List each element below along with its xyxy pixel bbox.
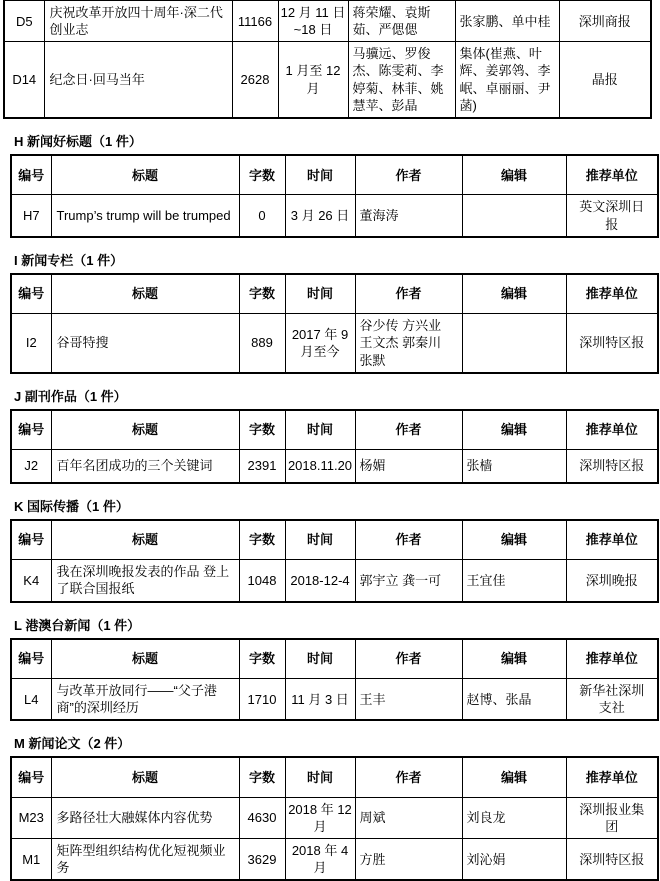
cell-authors: 王丰 [355,679,462,721]
cell-recommend-unit: 英文深圳日报 [566,195,658,237]
column-header: 作者 [355,155,462,195]
cell-entry-id: M1 [11,839,51,881]
cell-recommend-unit: 晶报 [559,42,651,118]
cell-time: 11 月 3 日 [285,679,355,721]
cell-editors: 刘良龙 [462,797,566,838]
section-heading: J 副刊作品（1 件） [14,388,127,404]
cell-time: 2017 年 9 月至今 [285,314,355,373]
column-header: 字数 [239,410,285,450]
section-hk-macao-taiwan-news [0,615,660,722]
cell-authors: 蒋荣耀、袁斯茹、严偲偲 [348,1,455,42]
column-header: 编辑 [462,757,566,797]
column-header: 时间 [285,520,355,560]
entries-table [10,154,659,238]
column-header: 字数 [239,155,285,195]
cell-word-count: 889 [239,314,285,373]
column-header: 字数 [239,274,285,314]
column-header: 编号 [11,274,51,314]
column-header: 标题 [51,639,239,679]
column-header: 编号 [11,639,51,679]
cell-title: 多路径壮大融媒体内容优势 [51,797,239,838]
column-header: 推荐单位 [566,274,658,314]
cell-title: 谷哥特搜 [51,314,239,373]
entries-table [10,273,659,374]
table-header-row [11,757,658,797]
cell-time: 2018 年 4 月 [285,839,355,881]
entries-table [10,519,659,603]
cell-time: 3 月 26 日 [285,195,355,237]
cell-word-count: 1710 [239,679,285,721]
cell-time: 2018.11.20 [285,450,355,483]
column-header: 时间 [285,410,355,450]
cell-editors [462,314,566,373]
section-heading: K 国际传播（1 件） [14,498,129,514]
cell-word-count: 1048 [239,560,285,602]
cell-editors: 张樯 [462,450,566,483]
cell-entry-id: I2 [11,314,51,373]
table-row [4,1,651,42]
cell-authors: 方胜 [355,839,462,881]
cell-time: 1 月至 12 月 [278,42,348,118]
cell-editors: 王宜佳 [462,560,566,602]
cell-recommend-unit: 深圳特区报 [566,450,658,483]
column-header: 编辑 [462,155,566,195]
cell-authors: 马骥远、罗俊杰、陈雯莉、李婷菊、林菲、姚慧苹、彭晶 [348,42,455,118]
cell-recommend-unit: 深圳晚报 [566,560,658,602]
column-header: 作者 [355,520,462,560]
column-header: 时间 [285,639,355,679]
column-header: 作者 [355,639,462,679]
column-header: 编号 [11,410,51,450]
cell-authors: 杨媚 [355,450,462,483]
cell-title: Trump’s trump will be trumped [51,195,239,237]
cell-time: 12 月 11 日~18 日 [278,1,348,42]
column-header: 字数 [239,757,285,797]
cell-word-count: 2391 [239,450,285,483]
column-header: 推荐单位 [566,639,658,679]
column-header: 时间 [285,757,355,797]
cell-time: 2018-12-4 [285,560,355,602]
column-header: 作者 [355,274,462,314]
cell-word-count: 0 [239,195,285,237]
column-header: 编辑 [462,274,566,314]
cell-entry-id: L4 [11,679,51,721]
cell-recommend-unit: 深圳特区报 [566,314,658,373]
table-header-row [11,410,658,450]
column-header: 时间 [285,274,355,314]
section-heading: L 港澳台新闻（1 件） [14,617,141,633]
column-header: 作者 [355,757,462,797]
column-header: 标题 [51,410,239,450]
table-header-row [11,155,658,195]
table-row [11,679,658,721]
cell-word-count: 11166 [232,1,278,42]
table-header-row [11,520,658,560]
column-header: 字数 [239,639,285,679]
column-header: 时间 [285,155,355,195]
cell-title: 矩阵型组织结构优化短视频业务 [51,839,239,881]
column-header: 编号 [11,155,51,195]
cell-word-count: 2628 [232,42,278,118]
cell-recommend-unit: 新华社深圳支社 [566,679,658,721]
cell-title: 庆祝改革开放四十周年·深二代创业志 [44,1,232,42]
column-header: 推荐单位 [566,155,658,195]
section-international-communication [0,496,660,603]
cell-entry-id: D5 [4,1,44,42]
section-heading: H 新闻好标题（1 件） [14,133,142,149]
section-news-column [0,250,660,374]
cell-authors: 周斌 [355,797,462,838]
cell-entry-id: D14 [4,42,44,118]
cell-editors: 赵博、张晶 [462,679,566,721]
table-row [11,797,658,838]
cell-word-count: 3629 [239,839,285,881]
column-header: 标题 [51,520,239,560]
column-header: 编号 [11,757,51,797]
table-header-row [11,274,658,314]
cell-authors: 谷少传 方兴业 王文杰 郭秦川 张默 [355,314,462,373]
column-header: 推荐单位 [566,757,658,797]
cell-authors: 董海涛 [355,195,462,237]
section-supplement-works [0,386,660,484]
entries-table-continued [3,0,652,119]
column-header: 字数 [239,520,285,560]
column-header: 编号 [11,520,51,560]
column-header: 标题 [51,757,239,797]
table-header-row [11,639,658,679]
cell-title: 纪念日·回马当年 [44,42,232,118]
entries-table [10,638,659,722]
column-header: 推荐单位 [566,520,658,560]
table-row [11,314,658,373]
cell-editors [462,195,566,237]
section-news-headline [0,131,660,238]
table-row [11,560,658,602]
column-header: 标题 [51,155,239,195]
table-row [11,195,658,237]
column-header: 编辑 [462,410,566,450]
cell-recommend-unit: 深圳商报 [559,1,651,42]
cell-entry-id: H7 [11,195,51,237]
table-row [4,42,651,118]
cell-word-count: 4630 [239,797,285,838]
cell-editors: 集体(崔燕、叶辉、姜郭鸰、李岷、卓丽丽、尹菡) [455,42,559,118]
column-header: 编辑 [462,639,566,679]
section-news-papers [0,733,660,881]
cell-title: 百年名团成功的三个关键词 [51,450,239,483]
column-header: 推荐单位 [566,410,658,450]
section-heading: I 新闻专栏（1 件） [14,252,124,268]
cell-recommend-unit: 深圳特区报 [566,839,658,881]
cell-editors: 刘沁娟 [462,839,566,881]
column-header: 标题 [51,274,239,314]
table-row [11,839,658,881]
column-header: 编辑 [462,520,566,560]
cell-time: 2018 年 12 月 [285,797,355,838]
cell-entry-id: M23 [11,797,51,838]
cell-authors: 郭宇立 龚一可 [355,560,462,602]
cell-title: 与改革开放同行——“父子港商”的深圳经历 [51,679,239,721]
entries-table [10,409,659,484]
entries-table [10,756,659,881]
cell-title: 我在深圳晚报发表的作品 登上了联合国报纸 [51,560,239,602]
cell-entry-id: J2 [11,450,51,483]
cell-recommend-unit: 深圳报业集团 [566,797,658,838]
table-row [11,450,658,483]
section-heading: M 新闻论文（2 件） [14,736,131,752]
column-header: 作者 [355,410,462,450]
cell-entry-id: K4 [11,560,51,602]
cell-editors: 张家鹏、单中桂 [455,1,559,42]
